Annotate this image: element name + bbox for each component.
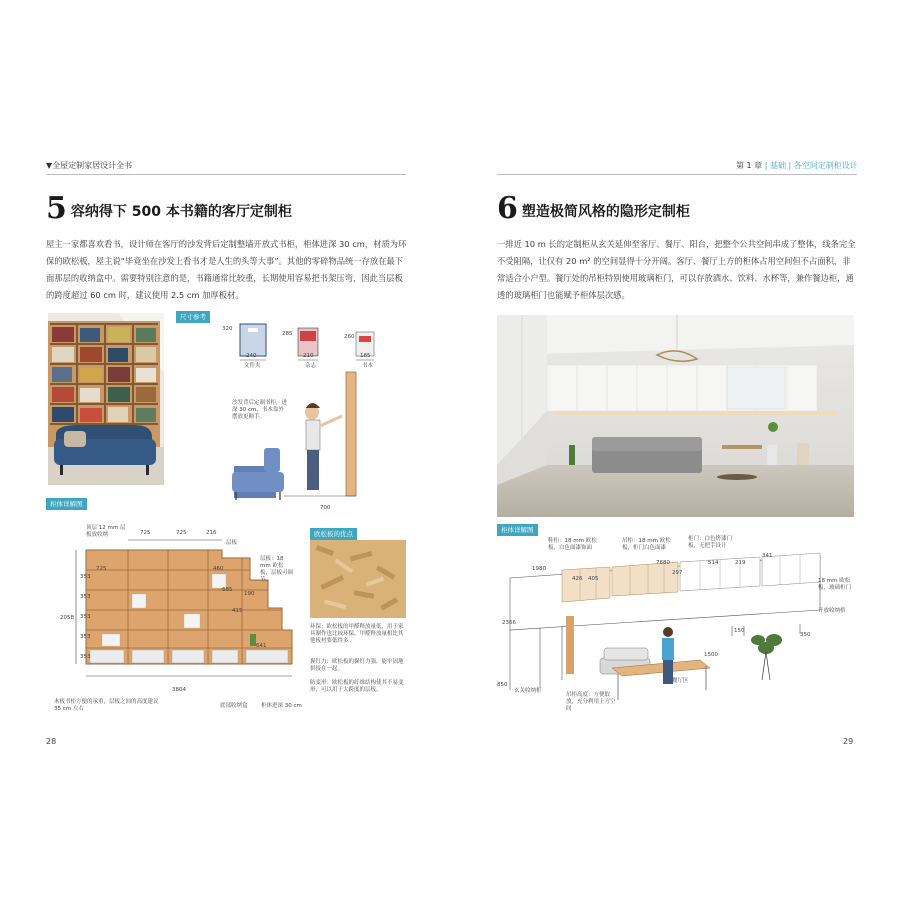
r-dim-150: 150	[734, 628, 745, 634]
dim-r4: 415	[232, 608, 243, 614]
r-dim-850: 850	[497, 682, 508, 688]
size-w-magazine: 210	[303, 353, 314, 359]
chapter-header: 第 1 章 | 基础 | 各空间定制柜设计	[736, 161, 858, 170]
size-reference-tag: 尺寸参考	[176, 311, 210, 323]
dim-total-width: 3804	[172, 687, 186, 693]
size-w-book: 185	[360, 353, 371, 359]
section-heading: 容纳得下 500 本书籍的客厅定制柜	[70, 204, 292, 220]
size-label-book: 书本	[362, 363, 374, 369]
size-h-book: 260	[344, 334, 355, 340]
section-5-title	[46, 191, 292, 226]
sofa-person-illustration	[230, 368, 360, 508]
r-dim-1980: 1980	[532, 566, 546, 572]
section-number: 5	[46, 191, 67, 226]
cabinet-detail-tag-right: 柜体详解图	[497, 524, 538, 536]
section-heading: 塑造极简风格的隐形定制柜	[521, 204, 690, 220]
dim-r1: 460	[213, 566, 224, 572]
annot-top-left: 顶层 12 mm 层板放收纳	[86, 525, 126, 538]
living-room-photo	[497, 315, 854, 517]
section-5-body: 屋主一家都喜欢看书，设计师在客厅的沙发背后定制整墙开放式书柜，柜体进深 30 cm，材质为环保的欧松板，屋主说“毕竟坐在沙发上看书才是人生的头等大事”。其他的零碎物品统一存放在最下面那层的收纳盒中。需要特别注意的是，书籍通常比较重，长期使用容易把书架压弯，因此当层板的跨度超过 60 cm 时，建议使用 2.5 cm 加厚板材。	[46, 239, 407, 300]
dim-r5: 641	[256, 643, 267, 649]
r-dim-405: 405	[588, 576, 599, 582]
size-label-folder: 文件夹	[244, 363, 261, 369]
annot-bottom-mid: 底部收纳盒	[220, 703, 248, 709]
page-number-right: 29	[843, 737, 854, 746]
annot-side: 层板：18 mm 欧松板，层板可调节。	[260, 556, 294, 583]
page-number-left: 28	[46, 737, 57, 746]
r-annot-5: 开放收纳格	[818, 608, 846, 614]
annot-bottom-left: 木板书柜方便的承重，层板之间的高度建议 35 cm 左右	[54, 699, 159, 712]
r-annot-1: 鞋柜：18 mm 欧松板，白色面漆饰面	[548, 538, 597, 551]
header-rule-right	[497, 174, 857, 175]
material-note-2: 握钉力：欧松板的握钉力强，能牢固地拼接在一起。	[310, 659, 404, 672]
dim-col-3: 353	[80, 614, 91, 620]
dim-top-2: 725	[176, 530, 187, 536]
size-h-magazine: 285	[282, 331, 293, 337]
section-6-body: 一排近 10 m 长的定制柜从玄关延伸至客厅、餐厅、阳台，把整个公共空间串成了整体，线条完全不受阻隔，让仅有 20 m² 的空间显得十分开阔。客厅、餐厅上方的柜体占用空间但不占面积，非常适合小户型。餐厅处的吊柜特别使用玻璃柜门，可以存放酒水、饮料、水杯等，兼作餐边柜，通透的玻璃柜门也能赋予柜体层次感。	[497, 239, 856, 300]
r-dim-7680: 7680	[656, 560, 670, 566]
size-h-folder: 320	[222, 326, 233, 332]
dim-total-height: 2058	[60, 615, 74, 621]
r-dim-297: 297	[672, 570, 683, 576]
r-dim-219: 219	[735, 560, 746, 566]
dim-top-3: 216	[206, 530, 217, 536]
section-6-title	[497, 191, 690, 226]
r-dim-341: 341	[762, 553, 773, 559]
size-w-folder: 240	[246, 353, 257, 359]
dim-col-1: 353	[80, 574, 91, 580]
annot-top-right: 层板	[226, 540, 238, 546]
material-note-3: 防变形：欧松板的纤维结构使其不易变形，可以用于大跨度的层板。	[310, 680, 404, 693]
section-number: 6	[497, 191, 518, 226]
dim-col-2: 353	[80, 594, 91, 600]
r-annot-4: 18 mm 欧松板，玻璃柜门	[818, 578, 852, 591]
material-note-1: 环保：欧松板的甲醛释放量低，用于家具制作也比较环保，甲醛释放量相比其他板材要低得多。	[310, 624, 404, 644]
dim-r3: 190	[244, 591, 255, 597]
dim-r2: 685	[222, 587, 233, 593]
sofa-note: 沙发背后定制书柜，进深 30 cm，书本靠外摆放更顺手。	[232, 400, 288, 420]
r-dim-1500: 1500	[704, 652, 718, 658]
dim-left-725: 725	[96, 566, 107, 572]
r-dim-426: 426	[572, 576, 583, 582]
dim-top-1: 725	[140, 530, 151, 536]
stepped-bookcase-drawing	[72, 530, 308, 692]
r-dim-514: 514	[708, 560, 719, 566]
size-label-magazine: 杂志	[305, 363, 317, 369]
chapter-number: 第 1 章	[736, 161, 763, 170]
r-dim-350: 350	[800, 632, 811, 638]
chapter-title: 各空间定制柜设计	[793, 161, 858, 170]
annot-bottom-right: 柜体进深 30 cm	[261, 703, 302, 709]
dim-col-4: 353	[80, 634, 91, 640]
r-dim-2366: 2366	[502, 620, 516, 626]
osb-board-photo	[310, 540, 406, 618]
r-annot-6: 玄关收纳柜	[514, 688, 542, 694]
r-annot-8: 餐厅区	[672, 678, 689, 684]
bookshelf-photo	[48, 313, 164, 485]
r-annot-7: 吊柜高度：方便取放，充分利用上方空间	[566, 692, 616, 712]
header-rule-left	[46, 174, 406, 175]
r-annot-3: 柜门：白色烤漆门板，无把手设计	[688, 536, 733, 549]
book-title-header: ▼全屋定制家居设计全书	[46, 161, 133, 170]
sofa-depth-dim: 700	[320, 505, 331, 511]
cabinet-detail-tag-left: 柜体详解图	[46, 498, 87, 510]
dim-col-5: 353	[80, 654, 91, 660]
material-tag: 欧松板的优点	[310, 528, 357, 540]
r-annot-2: 吊柜：18 mm 欧松板，柜门白色面漆	[622, 538, 671, 551]
chapter-part: 基础	[769, 161, 786, 170]
